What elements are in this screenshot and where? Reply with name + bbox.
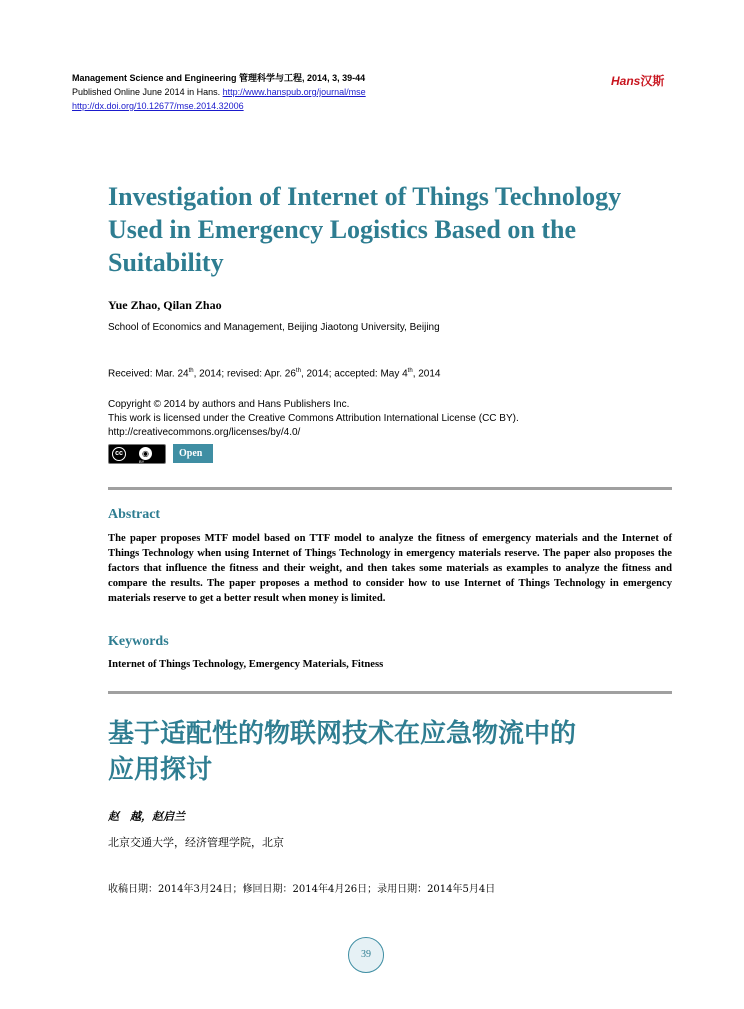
page-number: 39	[348, 937, 384, 973]
abstract-heading: Abstract	[108, 507, 161, 522]
chinese-title-line1: 基于适配性的物联网技术在应急物流中的	[108, 719, 577, 749]
journal-citation: Management Science and Engineering 管理科学与工程, 2014, 3, 39-44	[72, 73, 366, 83]
copyright-block	[108, 398, 519, 440]
cc-icon: cc	[112, 447, 126, 461]
publication-line	[72, 85, 366, 99]
chinese-affiliation: 北京交通大学，经济管理学院，北京	[108, 836, 284, 849]
ordinal-suffix: th	[295, 368, 301, 374]
keywords-text: Internet of Things Technology, Emergency Materials, Fitness	[108, 659, 384, 670]
chinese-title	[108, 716, 672, 788]
year-text: , 2014	[412, 368, 441, 380]
authors: Yue Zhao, Qilan Zhao	[108, 298, 222, 312]
paper-title: Investigation of Internet of Things Technology Used in Emergency Logistics Based on the Suitability	[108, 182, 622, 277]
affiliation: School of Economics and Management, Beijing Jiaotong University, Beijing	[108, 322, 440, 333]
attribution-icon: ◉	[139, 447, 152, 460]
doi-link[interactable]: http://dx.doi.org/10.12677/mse.2014.32006	[72, 101, 244, 111]
revised-text: , 2014; revised: Apr. 26	[193, 368, 296, 380]
cc-by-badge[interactable]	[108, 444, 166, 464]
divider-top	[108, 487, 672, 490]
journal-link[interactable]: http://www.hanspub.org/journal/mse	[222, 87, 366, 97]
received-dates	[108, 368, 441, 379]
license-link[interactable]: http://creativecommons.org/licenses/by/4.0/	[108, 427, 301, 438]
license-text: This work is licensed under the Creative Commons Attribution International License (CC BY).	[108, 413, 519, 424]
accepted-text: , 2014; accepted: May 4	[300, 368, 408, 380]
received-text: Received: Mar. 24	[108, 368, 189, 380]
brand-cn: 汉斯	[640, 74, 665, 88]
divider-bottom	[108, 691, 672, 694]
license-line	[108, 426, 519, 440]
chinese-dates: 收稿日期：2014年3月24日；修回日期：2014年4月26日；录用日期：2014年5月4日	[108, 884, 496, 895]
chinese-title-line2: 应用探讨	[108, 755, 213, 785]
brand-en: Hans	[611, 74, 641, 88]
open-access-badge: Open Access	[173, 444, 213, 463]
running-header	[72, 71, 366, 113]
hans-logo	[611, 72, 664, 89]
keywords-heading: Keywords	[108, 634, 169, 649]
copyright-text: Copyright © 2014 by authors and Hans Publishers Inc.	[108, 399, 350, 410]
abstract-text: The paper proposes MTF model based on TTF model to analyze the fitness of emergency materials and the Internet of Things Technology when using Internet of Things Technology in emergency materials reserve. The paper also proposes the factors that influence the fitness and their weight, and then takes some materials as examples to analyze the fitness and compare the results. The paper proposes a method to consider how to use Internet of Things Technology in emergency materials reserve to get a better result when money is limited.	[108, 533, 672, 604]
doi-line	[72, 99, 366, 113]
ordinal-suffix: th	[407, 368, 413, 374]
published-text: Published Online June 2014 in Hans.	[72, 87, 223, 97]
chinese-authors: 赵 越，赵启兰	[108, 810, 185, 823]
ordinal-suffix: th	[188, 368, 194, 374]
by-label: BY	[139, 459, 145, 464]
